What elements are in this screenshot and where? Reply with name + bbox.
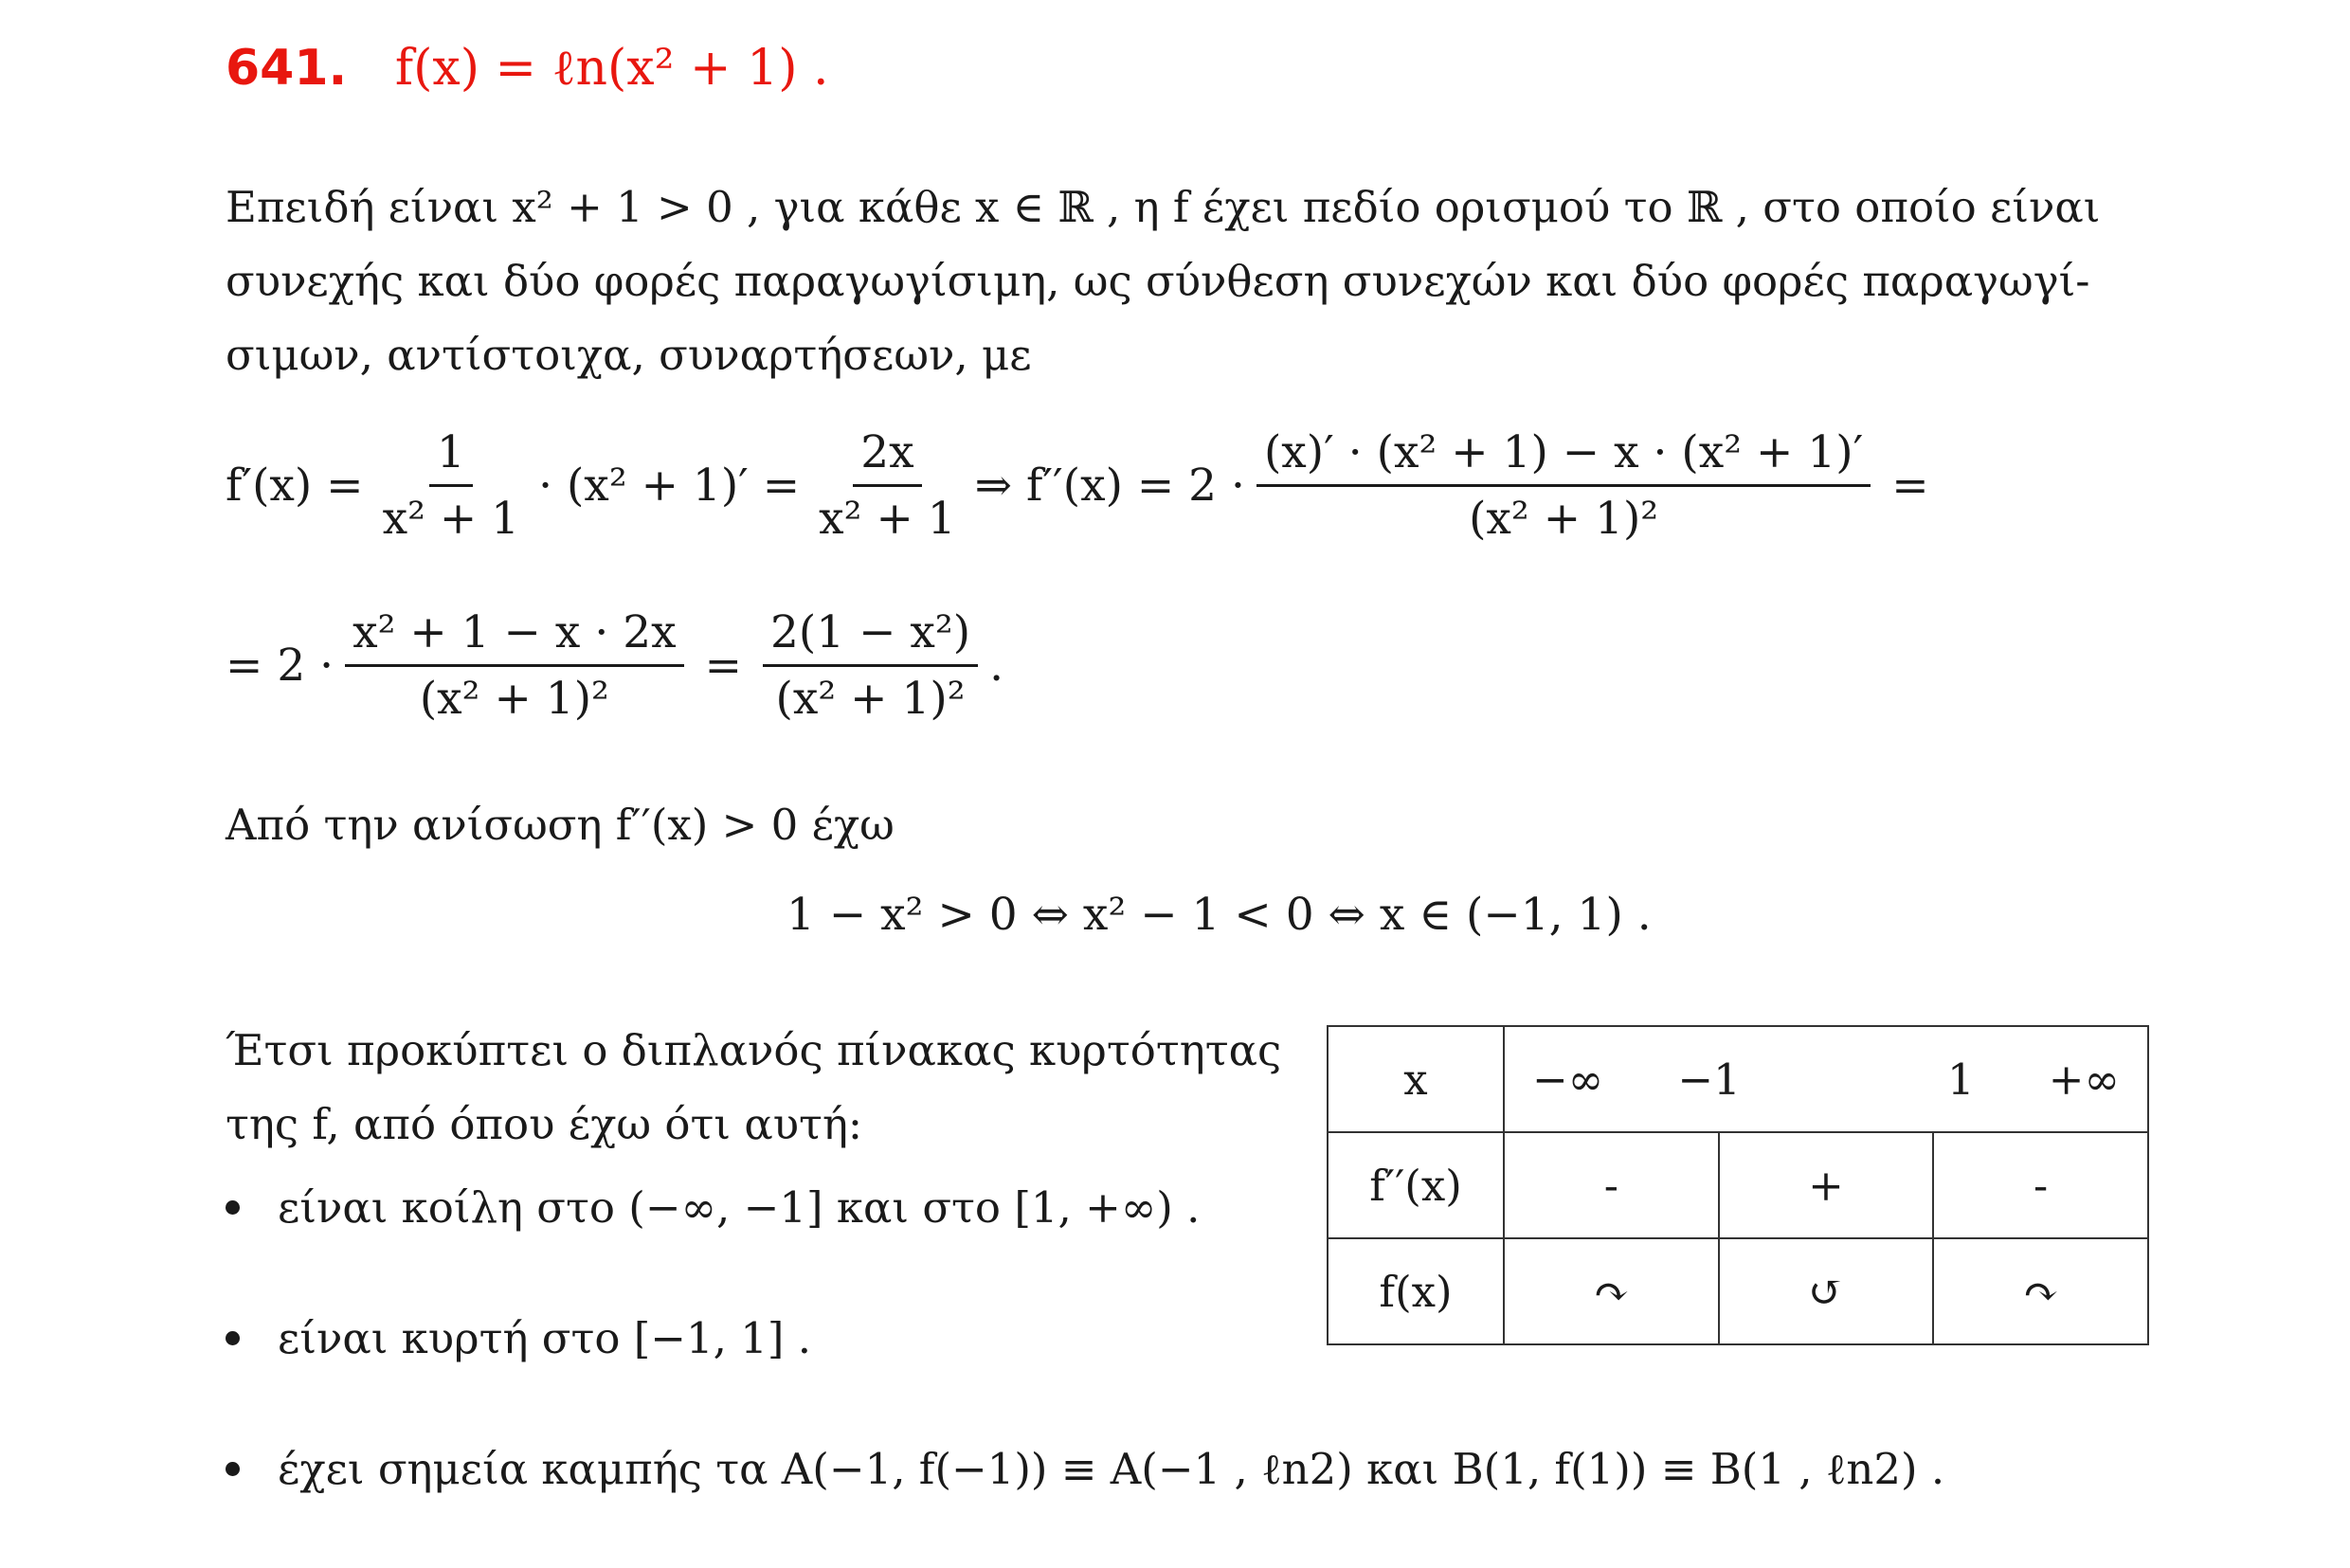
concave-arrow-icon: ↷ [1504, 1238, 1719, 1344]
convex-arrow-icon: ↺ [1719, 1238, 1934, 1344]
derivative-equation [226, 426, 1939, 545]
table-value: −∞ [1532, 1054, 1604, 1105]
fraction-4 [345, 606, 684, 725]
fraction-2 [811, 426, 964, 545]
bullet-dot [226, 1331, 240, 1345]
bullet-inflection-points [226, 1444, 1944, 1494]
period: . [989, 640, 1004, 692]
second-derivative-lhs: ⇒ f′′(x) = 2 · [974, 460, 1245, 512]
table-row-label: f(x) [1328, 1238, 1504, 1344]
fraction-3 [1256, 426, 1871, 545]
table-sign: - [1933, 1132, 2148, 1238]
factor-two: = 2 · [226, 640, 334, 692]
table-sign: - [1504, 1132, 1719, 1238]
simplification-equation [226, 606, 1003, 725]
table-value: 1 [1946, 1054, 1975, 1105]
bullet-text: έχει σημεία καμπής τα A(−1, f(−1)) ≡ A(−1 , ℓn2) και B(1, f(1)) ≡ B(1 , ℓn2) . [278, 1444, 1945, 1494]
exercise-number: 641. [226, 40, 348, 97]
table-row-label: f′′(x) [1328, 1132, 1504, 1238]
exercise-title [226, 40, 829, 97]
fraction-denominator: x² + 1 [382, 493, 520, 545]
fraction-denominator: (x² + 1)² [419, 673, 609, 725]
convexity-table [1327, 1025, 2149, 1345]
bullet-convex [226, 1313, 811, 1363]
conclusion-line-2: της f, από όπου έχω ότι αυτή: [226, 1099, 863, 1149]
fraction-numerator: (x)′ · (x² + 1) − x · (x² + 1)′ [1256, 426, 1871, 487]
table-header-values [1504, 1026, 2148, 1132]
bullet-dot [226, 1200, 240, 1215]
table-row-x [1328, 1026, 2148, 1132]
table-row-second-derivative [1328, 1132, 2148, 1238]
table-value: −1 [1677, 1054, 1741, 1105]
table-row-function [1328, 1238, 2148, 1344]
chain-factor: · (x² + 1)′ = [538, 460, 801, 512]
equals-sign: = [1891, 460, 1929, 512]
paragraph-line-1: Επειδή είναι x² + 1 > 0 , για κάθε x ∈ ℝ , η f έχει πεδίο ορισμού το ℝ , στο οποίο είναι [226, 182, 2101, 232]
inequality-solution: 1 − x² > 0 ⇔ x² − 1 < 0 ⇔ x ∈ (−1, 1) . [786, 889, 1652, 941]
equals-sign: = [704, 640, 743, 692]
fraction-denominator: (x² + 1)² [775, 673, 966, 725]
fraction-denominator: (x² + 1)² [1469, 493, 1659, 545]
fraction-numerator: 2(1 − x²) [763, 606, 978, 667]
table-value: +∞ [2048, 1054, 2120, 1105]
fraction-denominator: x² + 1 [819, 493, 956, 545]
bullet-concave [226, 1182, 1200, 1233]
table-sign: + [1719, 1132, 1934, 1238]
paragraph-line-2: συνεχής και δύο φορές παραγωγίσιμη, ως σύνθεση συνεχών και δύο φορές παραγωγί- [226, 256, 2090, 306]
fraction-1 [375, 426, 528, 545]
fprime-lhs: f′(x) = [226, 460, 364, 512]
fraction-5 [763, 606, 978, 725]
bullet-text: είναι κυρτή στο [−1, 1] . [278, 1313, 812, 1363]
fraction-numerator: x² + 1 − x · 2x [345, 606, 684, 667]
table-header-label: x [1328, 1026, 1504, 1132]
fraction-numerator: 1 [429, 426, 473, 487]
bullet-dot [226, 1462, 240, 1476]
concave-arrow-icon: ↷ [1933, 1238, 2148, 1344]
paragraph-line-3: σιμων, αντίστοιχα, συναρτήσεων, με [226, 330, 1032, 380]
conclusion-line-1: Έτσι προκύπτει ο διπλανός πίνακας κυρτότητας [226, 1025, 1282, 1075]
inequality-intro: Από την ανίσωση f′′(x) > 0 έχω [226, 800, 895, 850]
fraction-numerator: 2x [853, 426, 921, 487]
exercise-formula: f(x) = ℓn(x² + 1) . [394, 40, 829, 97]
bullet-text: είναι κοίλη στο (−∞, −1] και στο [1, +∞) . [278, 1182, 1201, 1233]
